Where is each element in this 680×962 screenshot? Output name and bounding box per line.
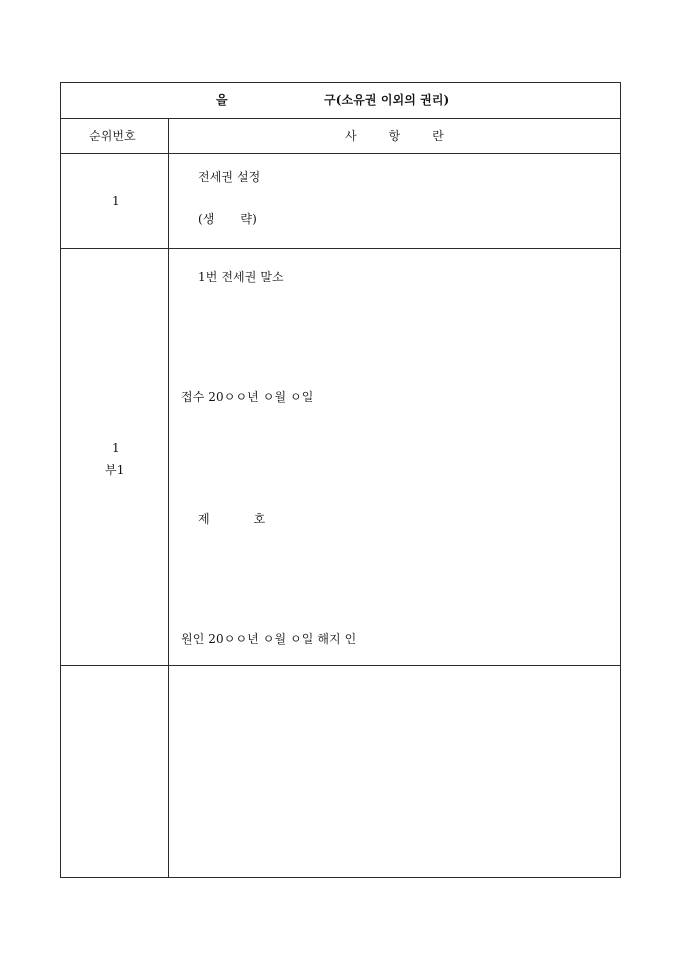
entry-matter-line: 제 호 — [198, 512, 266, 526]
entry-rank-number: 1 — [112, 194, 120, 208]
empty-matters-cell — [169, 666, 620, 877]
entry-matter-line: 1번 전세권 말소 — [198, 270, 284, 284]
entry-matter-line: 원인 20ㅇㅇ년 ㅇ월 ㅇ일 해지 인 — [181, 632, 357, 646]
entry-sub-rank-number: 부1 — [105, 463, 125, 477]
register-table — [60, 82, 621, 878]
entry-matters-cell — [169, 249, 620, 665]
table-row-entry-1 — [61, 153, 620, 248]
entry-rank-cell — [61, 249, 169, 665]
entry-matter-line: (생 략) — [198, 212, 257, 226]
rank-header-label: 순위번호 — [89, 129, 136, 143]
entry-rank-cell — [61, 154, 169, 248]
table-title-description: 구(소유권 이외의 권리) — [324, 93, 450, 107]
rank-header-cell — [61, 119, 169, 153]
matters-header-cell — [169, 119, 620, 153]
table-row-empty — [61, 665, 620, 877]
table-row-entry-2 — [61, 248, 620, 665]
table-title-row — [61, 83, 620, 118]
entry-matter-line: 접수 20ㅇㅇ년 ㅇ월 ㅇ일 — [181, 390, 314, 404]
empty-rank-cell — [61, 666, 169, 877]
entry-matters-cell — [169, 154, 620, 248]
entry-matter-line: 전세권 설정 — [198, 170, 261, 184]
matters-header-label: 사 항 란 — [345, 129, 444, 143]
entry-rank-number: 1 — [112, 441, 120, 455]
table-title-section: 을 — [216, 93, 228, 107]
table-header-row — [61, 118, 620, 153]
